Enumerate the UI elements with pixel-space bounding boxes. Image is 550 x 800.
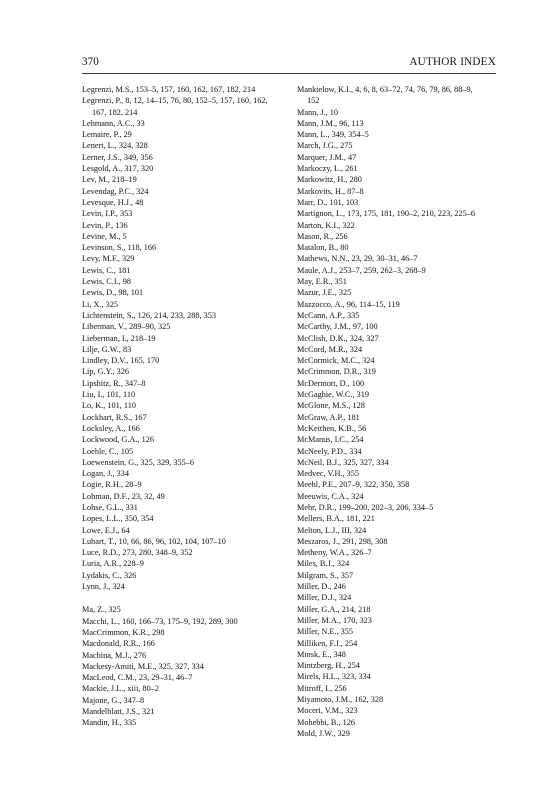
index-entry: Lieberman, I., 218–19 xyxy=(82,333,156,343)
page-header xyxy=(82,54,496,70)
index-entry: Lilje, G.W., 83 xyxy=(82,344,132,354)
index-entry: McClish, D.K., 324, 327 xyxy=(297,333,379,343)
index-entry: Lo, K., 101, 110 xyxy=(82,401,137,411)
index-entry: Mazzocco, A., 96, 114–15, 119 xyxy=(297,299,400,309)
index-entry: McGlone, M.S., 128 xyxy=(297,401,365,411)
index-entry: Levin, P., 136 xyxy=(82,220,128,230)
index-entry: Marquer, J.M., 47 xyxy=(297,152,357,162)
index-entry: Mehr, D.R., 199–200, 202–3, 206, 334–5 xyxy=(297,502,434,512)
index-entry: McManus, I.C., 254 xyxy=(297,435,364,445)
index-entry: Lowe, E.J., 64 xyxy=(82,525,130,535)
index-entry: Lenert, L., 324, 328 xyxy=(82,141,148,151)
index-entry: Moceri, V.M., 323 xyxy=(297,706,358,716)
index-entry: Macchi, L., 160, 166–73, 175–9, 192, 289, 300 xyxy=(82,616,238,626)
index-entry: Miller, D.J., 324 xyxy=(297,593,352,603)
index-entry: Mazur, J.E., 325 xyxy=(297,288,352,298)
index-entry: Marr, D., 101, 103 xyxy=(297,197,359,207)
index-entry: Liu, I., 101, 110 xyxy=(82,390,136,400)
index-entry: Lewis, D., 98, 101 xyxy=(82,288,144,298)
index-entry: Marton, K.I., 322 xyxy=(297,220,355,230)
index-entry: Legrenzi, P., 8, 12, 14–15, 76, 80, 152–5, 157, 160, 162, 167, 182, 214 xyxy=(82,96,268,117)
index-entry: March, J.G., 275 xyxy=(297,141,353,151)
index-entry: Levine, M., 5 xyxy=(82,231,127,241)
index-entry: Macdonald, R.R., 166 xyxy=(82,639,155,649)
index-entry: Markowitz, H., 280 xyxy=(297,175,362,185)
index-entry: Lev, M., 218–19 xyxy=(82,175,137,185)
index-entry: Mann, L., 349, 354–5 xyxy=(297,130,369,140)
index-entry: Lohse, G.L., 331 xyxy=(82,502,138,512)
index-entry: Li, X., 325 xyxy=(82,299,118,309)
index-entry: McGraw, A.P., 181 xyxy=(297,412,360,422)
index-entry: Lockwood, G.A., 126 xyxy=(82,435,154,445)
index-group-l xyxy=(82,84,272,592)
index-entry: Mason, R., 256 xyxy=(297,231,348,241)
index-entry: Mintzberg, H., 254 xyxy=(297,661,360,671)
index-entry: Majone, G., 347–8 xyxy=(82,695,145,705)
index-entry: Loewenstein, G., 325, 329, 355–6 xyxy=(82,457,195,467)
index-entry: Lewis, C.I., 98 xyxy=(82,277,132,287)
index-entry: Locksley, A., 166 xyxy=(82,423,140,433)
index-entry: Mellers, B.A., 181, 221 xyxy=(297,514,375,524)
index-entry: Levin, I.P., 353 xyxy=(82,209,133,219)
running-head-title: AUTHOR INDEX xyxy=(409,56,496,68)
index-entry: Levesque, H.J., 48 xyxy=(82,197,144,207)
index-entry: Machina, M.J., 276 xyxy=(82,650,147,660)
index-entry: McCann, A.P., 335 xyxy=(297,310,360,320)
index-entry: Luce, R.D., 273, 280, 348–9, 352 xyxy=(82,548,193,558)
index-entry: Liberman, V., 289–90, 325 xyxy=(82,322,171,332)
index-entry: McCrimmon, D.R., 319 xyxy=(297,367,376,377)
index-entry: McGaghie, W.C., 319 xyxy=(297,390,369,400)
index-entry: McCord, M.R., 324 xyxy=(297,344,363,354)
index-entry: Mandin, H., 335 xyxy=(82,718,137,728)
index-entry: Lip, G.Y., 326 xyxy=(82,367,130,377)
index-entry: Levendag, P.C., 324 xyxy=(82,186,149,196)
index-entry: Mohebbi, B., 126 xyxy=(297,717,355,727)
index-entry: Lynn, J., 324 xyxy=(82,582,125,592)
index-column-right xyxy=(297,84,487,739)
index-entry: Lydakis, C., 326 xyxy=(82,570,137,580)
index-entry: Miller, M.A., 170, 323 xyxy=(297,615,372,625)
index-entry: Meszaros, J., 291, 298, 308 xyxy=(297,536,388,546)
index-entry: Logan, J., 334 xyxy=(82,469,129,479)
index-entry: McDermott, D., 100 xyxy=(297,378,365,388)
index-entry: Meehl, P.E., 207–9, 322, 350, 358 xyxy=(297,480,410,490)
index-entry: Milliken, F.J., 254 xyxy=(297,638,358,648)
index-entry: Lubart, T., 10, 66, 86, 96, 102, 104, 107–10 xyxy=(82,536,226,546)
index-entry: McCarthy, J.M., 97, 100 xyxy=(297,322,378,332)
index-entry: Miller, N.E., 355 xyxy=(297,627,354,637)
page-number: 370 xyxy=(82,56,99,68)
index-entry: Mirels, H.L., 323, 334 xyxy=(297,672,371,682)
letter-group-gap xyxy=(82,592,272,604)
index-entry: Logie, R.H., 28–9 xyxy=(82,480,142,490)
index-entry: Mann, J., 10 xyxy=(297,107,339,117)
index-entry: MacLeod, C.M., 23, 29–31, 46–7 xyxy=(82,673,193,683)
index-entry: Lichtenstein, S., 126, 214, 233, 288, 353 xyxy=(82,310,217,320)
index-entry: Minsk, E., 348 xyxy=(297,649,346,659)
index-entry: Mandelblatt, J.S., 321 xyxy=(82,707,155,717)
index-entry: Mackesy-Amiti, M.E., 325, 327, 334 xyxy=(82,661,204,671)
index-entry: Lindley, D.V., 165, 170 xyxy=(82,356,160,366)
index-entry: May, E.R., 351 xyxy=(297,277,347,287)
index-entry: Meeuwis, C.A., 324 xyxy=(297,491,364,501)
index-entry: Mann, J.M., 96, 113 xyxy=(297,118,364,128)
index-entry: McNeil, B.J., 325, 327, 334 xyxy=(297,457,389,467)
index-entry: Miller, G.A., 214, 218 xyxy=(297,604,371,614)
index-entry: Markoczy, L., 261 xyxy=(297,164,358,174)
index-entry: Lipshitz, R., 347–8 xyxy=(82,378,146,388)
index-group-m xyxy=(82,604,272,728)
index-entry: Lohman, D.F., 23, 32, 49 xyxy=(82,491,165,501)
index-column-left xyxy=(82,84,272,729)
index-entry: Legrenzi, M.S., 153–5, 157, 160, 162, 167, 182, 214 xyxy=(82,85,256,94)
index-entry: Maule, A.J., 253–7, 259, 262–3, 268–9 xyxy=(297,265,426,275)
index-entry: Lockhart, R.S., 167 xyxy=(82,412,147,422)
index-entry: Ma, Z., 325 xyxy=(82,605,121,615)
index-entry: Levinson, S., 118, 166 xyxy=(82,243,157,253)
index-entry: Matalon, B., 80 xyxy=(297,243,349,253)
index-entry: Manktelow, K.I., 4, 6, 8, 63–72, 74, 76, 79, 86, 88–9, 152 xyxy=(297,85,473,106)
index-entry: McKeithen, K.B., 56 xyxy=(297,423,367,433)
index-entry: Metheny, W.A., 326–7 xyxy=(297,548,372,558)
header-rule xyxy=(82,73,496,74)
index-entry: Miller, D., 246 xyxy=(297,582,346,592)
index-entry: MacCrimmon, K.R., 298 xyxy=(82,627,165,637)
index-entry: McCormick, M.C., 324 xyxy=(297,356,375,366)
index-entry: Lemaire, P., 29 xyxy=(82,130,132,140)
index-entry: Miles, B.J., 324 xyxy=(297,559,350,569)
index-entry: Luria, A.R., 228–9 xyxy=(82,559,144,569)
index-entry: Lewis, C., 181 xyxy=(82,265,131,275)
index-entry: Loehle, C., 105 xyxy=(82,446,134,456)
index-entry: Mold, J.W., 329 xyxy=(297,728,350,738)
index-entry: Mitroff, I., 256 xyxy=(297,683,347,693)
index-entry: Levy, M.F., 329 xyxy=(82,254,135,264)
index-entry: Lesgold, A., 317, 320 xyxy=(82,164,154,174)
index-entry: Lerner, J.S., 349, 356 xyxy=(82,152,153,162)
index-entry: Milgram, S., 357 xyxy=(297,570,354,580)
index-entry: Lopes, L.L., 350, 354 xyxy=(82,514,154,524)
index-entry: Melton, L.J., III, 324 xyxy=(297,525,367,535)
index-entry: McNeely, P.D., 334 xyxy=(297,446,362,456)
index-entry: Medvec, V.H., 355 xyxy=(297,469,360,479)
index-entry: Mathews, N.N., 23, 29, 30–31, 46–7 xyxy=(297,254,418,264)
index-entry: Mackie, J.L., xiii, 80–2 xyxy=(82,684,159,694)
index-entry: Martignon, L., 173, 175, 181, 190–2, 210, 223, 225–6 xyxy=(297,209,476,219)
index-entry: Miyamoto, J.M., 162, 328 xyxy=(297,695,384,705)
index-entry: Markovits, H., 87–8 xyxy=(297,186,364,196)
index-entry: Lehmann, A.C., 33 xyxy=(82,118,145,128)
